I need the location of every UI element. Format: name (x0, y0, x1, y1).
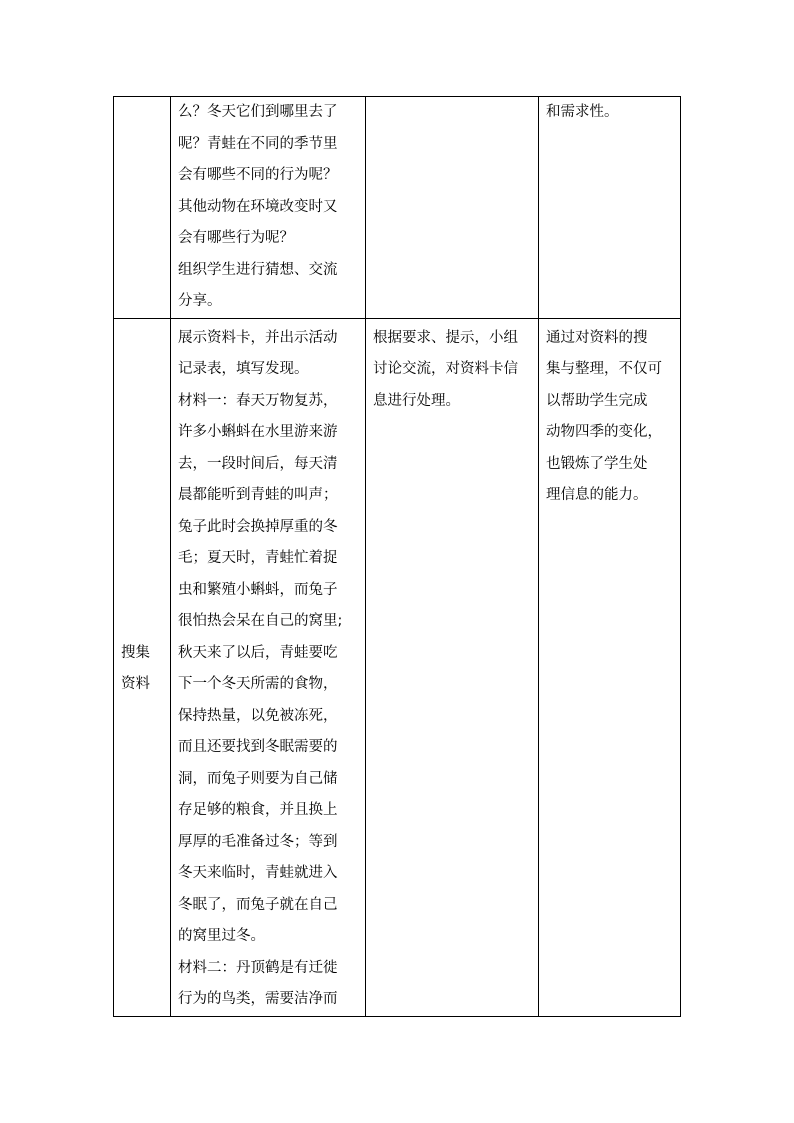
cell-text-line: 许多小蝌蚪在水里游来游 (178, 424, 338, 440)
design-intent-cell (539, 97, 681, 319)
cell-text-line: 冬眠了，而兔子就在自己 (178, 896, 338, 913)
cell-text-line: 保持热量，以免被冻死， (178, 707, 338, 724)
cell-text-line: 分享。 (178, 293, 222, 309)
stage-cell (114, 318, 171, 1016)
cell-text-line: 毛；夏天时，青蛙忙着捉 (178, 550, 338, 566)
student-activity-cell (366, 318, 539, 1016)
cell-text-line: 虫和繁殖小蝌蚪，而兔子 (178, 581, 338, 598)
cell-text-line: 搜集 (121, 644, 150, 661)
cell-text-line: 的窝里过冬。 (178, 928, 265, 944)
cell-text-line: 讨论交流，对资料卡信 (373, 361, 518, 377)
cell-text-line: 而且还要找到冬眠需要的 (178, 739, 338, 755)
cell-text-line: 资料 (121, 676, 150, 692)
cell-text-line: 和需求性。 (546, 104, 619, 120)
student-activity-cell (366, 97, 539, 319)
cell-text-line: 以帮助学生完成 (546, 392, 648, 409)
design-intent-cell (539, 318, 681, 1016)
teacher-activity-cell (171, 97, 366, 319)
cell-text-line: 理信息的能力。 (546, 487, 648, 503)
cell-text-line: 会有哪些不同的行为呢？ (178, 167, 338, 183)
lesson-plan-table (113, 96, 681, 1017)
cell-text-line: 也锻炼了学生处 (546, 455, 648, 472)
cell-text-line: 晨都能听到青蛙的叫声； (178, 487, 338, 503)
table-row (114, 97, 681, 319)
cell-text-line: 根据要求、提示，小组 (373, 329, 518, 346)
cell-text-line: 存足够的粮食，并且换上 (178, 802, 338, 818)
cell-text-line: 下一个冬天所需的食物， (178, 676, 338, 692)
cell-text-line: 么？冬天它们到哪里去了 (178, 104, 338, 120)
cell-text-line: 行为的鸟类，需要洁净而 (178, 991, 338, 1007)
cell-text-line: 材料二：丹顶鹤是有迁徙 (178, 959, 338, 976)
cell-text-line: 很怕热会呆在自己的窝里; (178, 613, 343, 629)
cell-text-line: 洞，而兔子则要为自己储 (178, 770, 338, 787)
cell-text-line: 秋天来了以后，青蛙要吃 (178, 644, 338, 661)
cell-text-line: 动物四季的变化， (546, 424, 662, 440)
cell-text-line: 厚厚的毛准备过冬；等到 (178, 833, 338, 850)
cell-text-line: 其他动物在环境改变时又 (178, 198, 338, 215)
stage-cell (114, 97, 171, 319)
cell-text-line: 会有哪些行为呢？ (178, 230, 294, 246)
cell-text-line: 记录表，填写发现。 (178, 361, 309, 377)
cell-text-line: 去，一段时间后，每天清 (178, 455, 338, 472)
cell-text-line: 息进行处理。 (373, 392, 460, 409)
cell-text-line: 通过对资料的搜 (546, 329, 648, 346)
cell-text-line: 展示资料卡，并出示活动 (178, 329, 338, 346)
cell-text-line: 组织学生进行猜想、交流 (178, 261, 338, 278)
table-row (114, 318, 681, 1016)
teacher-activity-cell (171, 318, 366, 1016)
cell-text-line: 冬天来临时，青蛙就进入 (178, 865, 338, 881)
cell-text-line: 材料一：春天万物复苏， (178, 392, 338, 409)
cell-text-line: 呢？青蛙在不同的季节里 (178, 135, 338, 152)
cell-text-line: 兔子此时会换掉厚重的冬 (178, 518, 338, 535)
cell-text-line: 集与整理，不仅可 (546, 361, 662, 377)
